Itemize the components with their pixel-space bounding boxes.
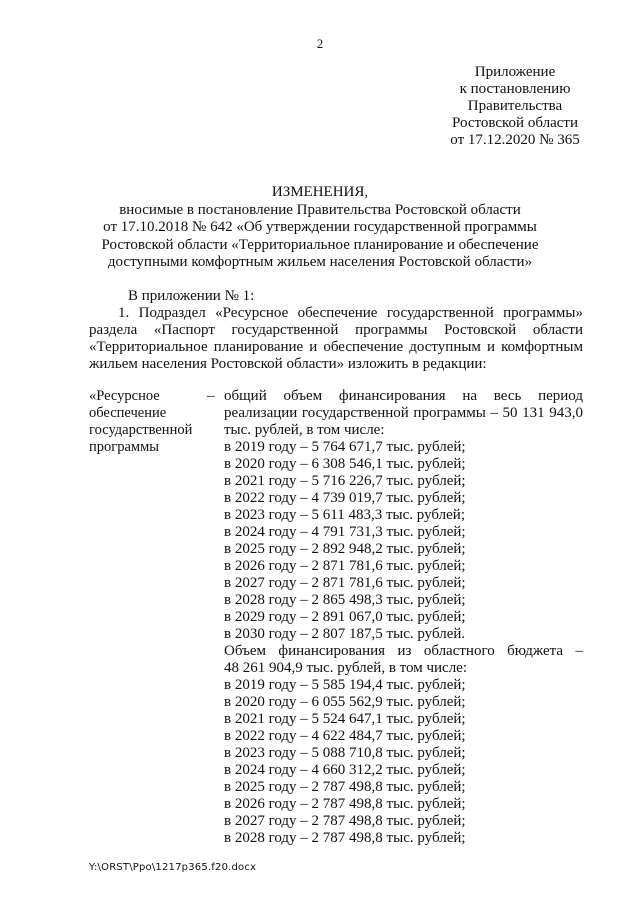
year-amount-row: в 2025 году – 2 892 948,2 тыс. рублей; xyxy=(224,541,466,557)
regional-word: бюджета xyxy=(507,643,564,659)
resource-label-line: обеспечение xyxy=(89,405,167,421)
document-heading xyxy=(60,184,580,272)
year-amount-row: в 2021 году – 5 524 647,1 тыс. рублей; xyxy=(224,711,466,727)
appendix-line: от 17.12.2020 № 365 xyxy=(450,132,580,148)
appendix-line: Правительства xyxy=(467,98,563,114)
appendix-line: к постановлению xyxy=(459,81,571,97)
year-amount-row: в 2028 году – 2 865 498,3 тыс. рублей; xyxy=(224,592,466,608)
year-amount-row: в 2020 году – 6 055 562,9 тыс. рублей; xyxy=(224,694,466,710)
heading-line: Ростовской области «Территориальное планирование и обеспечение xyxy=(101,236,539,253)
year-amount-row: в 2019 году – 5 585 194,4 тыс. рублей; xyxy=(224,677,466,693)
year-amount-row: в 2022 году – 4 622 484,7 тыс. рублей; xyxy=(224,728,466,744)
year-amount-row: в 2025 году – 2 787 498,8 тыс. рублей; xyxy=(224,779,466,795)
regional-word: финансирования xyxy=(278,643,386,659)
year-amount-row: в 2030 году – 2 807 187,5 тыс. рублей. xyxy=(224,626,466,642)
year-amount-row: в 2028 году – 2 787 498,8 тыс. рублей; xyxy=(224,830,466,846)
year-amount-row: в 2023 году – 5 611 483,3 тыс. рублей; xyxy=(224,507,465,523)
resource-label-line: «Ресурсное xyxy=(89,388,160,404)
resource-label xyxy=(89,388,199,456)
paragraph-text: 1. Подраздел «Ресурсное обеспечение государственной программы» раздела «Паспорт государственной программы Ростовской области «Территориальное планирование и обеспечение доступным и комфортным жильем населения Ростовской области» изложить в редакции: xyxy=(89,305,583,372)
appendix-header xyxy=(440,64,590,149)
heading-line: вносимые в постановление Правительства Ростовской области xyxy=(119,201,521,218)
regional-financing-total: 48 261 904,9 тыс. рублей, в том числе: xyxy=(224,660,468,676)
regional-word: областного xyxy=(423,643,495,659)
heading-line: от 17.10.2018 № 642 «Об утверждении государственной программы xyxy=(103,219,537,236)
regional-financing-line xyxy=(224,643,583,660)
years-regional-list xyxy=(224,677,583,847)
year-amount-row: в 2023 году – 5 088 710,8 тыс. рублей; xyxy=(224,745,466,761)
year-amount-row: в 2022 году – 4 739 019,7 тыс. рублей; xyxy=(224,490,466,506)
year-amount-row: в 2029 году – 2 891 067,0 тыс. рублей; xyxy=(224,609,466,625)
page-number: 2 xyxy=(316,36,324,51)
year-amount-row: в 2021 году – 5 716 226,7 тыс. рублей; xyxy=(224,473,466,489)
regional-word: Объем xyxy=(224,643,266,659)
paragraph-1 xyxy=(89,305,583,373)
total-financing-text: общий объем финансирования на весь период реализации государственной программы – 50 131 943,0 тыс. рублей, в том числе: xyxy=(224,388,583,438)
year-amount-row: в 2026 году – 2 871 781,6 тыс. рублей; xyxy=(224,558,466,574)
appendix-line: Ростовской области xyxy=(452,115,578,131)
regional-word: из xyxy=(397,643,412,659)
regional-word: – xyxy=(575,643,583,659)
heading-line: доступными комфортным жильем населения Ростовской области» xyxy=(107,254,533,271)
year-amount-row: в 2024 году – 4 660 312,2 тыс. рублей; xyxy=(224,762,466,778)
appendix-line: Приложение xyxy=(474,64,556,80)
year-amount-row: в 2027 году – 2 871 781,6 тыс. рублей; xyxy=(224,575,466,591)
intro-text: В приложении № 1: xyxy=(128,288,255,304)
year-amount-row: в 2026 году – 2 787 498,8 тыс. рублей; xyxy=(224,796,466,812)
file-path-footer: Y:\ORST\Ppo\1217p365.f20.docx xyxy=(89,862,257,873)
resource-label-line: программы xyxy=(89,439,159,455)
years-total-list xyxy=(224,439,583,643)
resource-label-line: государственной xyxy=(89,422,193,438)
year-amount-row: в 2027 году – 2 787 498,8 тыс. рублей; xyxy=(224,813,466,829)
year-amount-row: в 2024 году – 4 791 731,3 тыс. рублей; xyxy=(224,524,466,540)
document-title: ИЗМЕНЕНИЯ, xyxy=(271,184,369,200)
dash-separator: – xyxy=(207,388,215,404)
year-amount-row: в 2020 году – 6 308 546,1 тыс. рублей; xyxy=(224,456,466,472)
resource-body xyxy=(224,388,583,847)
year-amount-row: в 2019 году – 5 764 671,7 тыс. рублей; xyxy=(224,439,466,455)
